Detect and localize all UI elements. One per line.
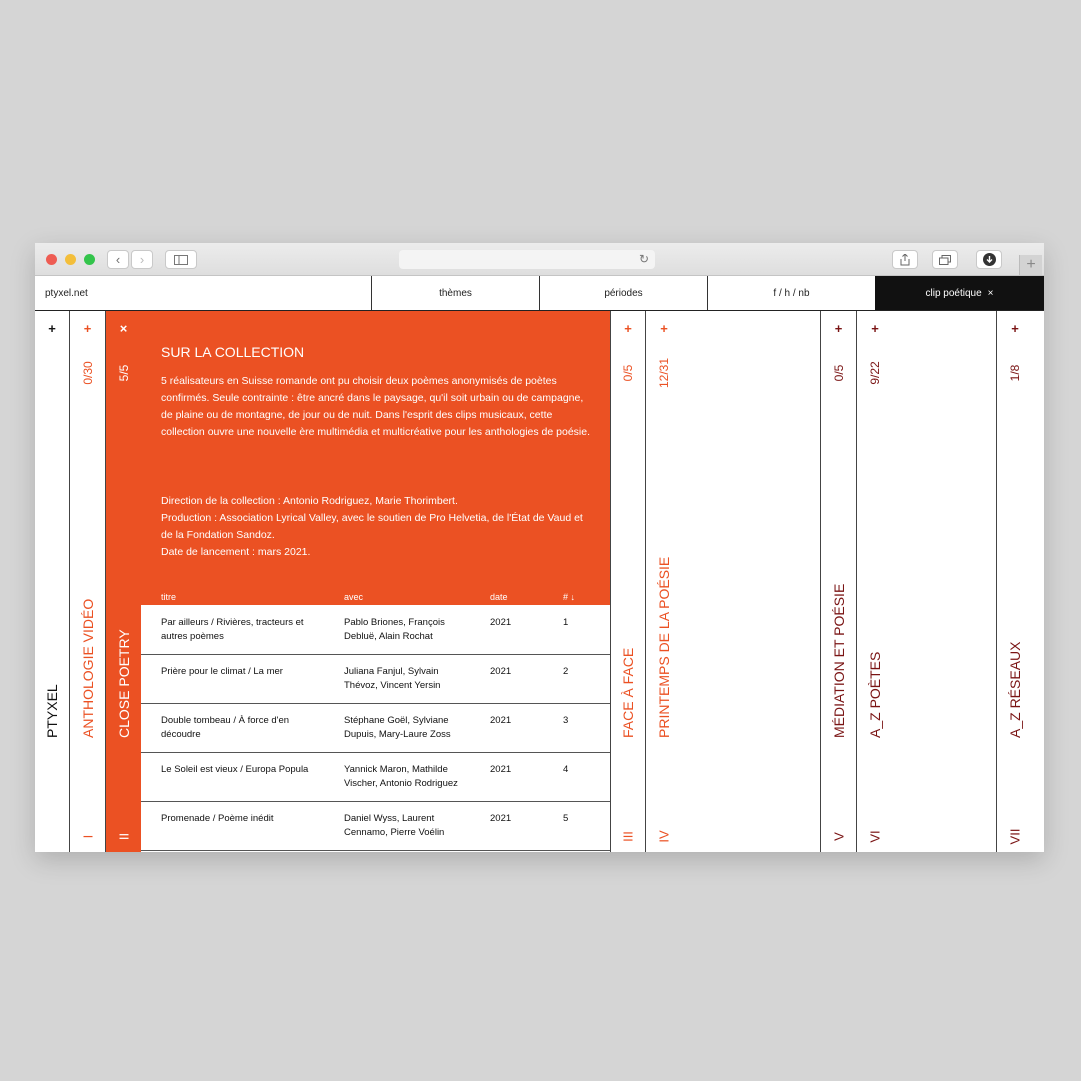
close-icon[interactable]: ×: [119, 321, 128, 336]
collection-credits: [161, 493, 591, 561]
share-icon: [900, 254, 910, 266]
collection-direction: Direction de la collection : Antonio Rodriguez, Marie Thorimbert.: [161, 495, 458, 507]
tab-periods-label: périodes: [604, 287, 643, 299]
row-avec: Juliana Fanjul, Sylvain Thévoz, Vincent Yersin: [344, 666, 441, 691]
column-a-z-poetes[interactable]: [857, 311, 997, 852]
column-count: 0/30: [80, 361, 95, 385]
table-row[interactable]: [141, 605, 610, 655]
table-row[interactable]: [141, 752, 610, 802]
site-link[interactable]: [35, 276, 371, 310]
column-a-z-reseaux[interactable]: [997, 311, 1044, 852]
new-tab-button[interactable]: +: [1019, 255, 1042, 275]
collection-production: Production : Association Lyrical Valley, avec le soutien de Pro Helvetia, de l'État de Vaud et de la Fondation Sandoz.: [161, 512, 583, 541]
column-label[interactable]: A_Z POÈTES: [867, 651, 883, 738]
tab-themes-label: thèmes: [439, 287, 472, 299]
column-roman-numeral: V: [831, 832, 846, 841]
row-titre: Prière pour le climat / La mer: [161, 666, 283, 677]
table-row[interactable]: [141, 703, 610, 753]
plus-icon[interactable]: +: [1011, 321, 1019, 336]
tabs-overview-button[interactable]: [932, 250, 958, 269]
tabs-icon: [939, 255, 951, 265]
column-label[interactable]: A_Z RÉSEAUX: [1007, 641, 1023, 738]
column-roman-numeral: II: [116, 832, 131, 841]
row-avec: Stéphane Goël, Sylviane Dupuis, Mary-Laure Zoss: [344, 715, 451, 740]
column-count: 12/31: [657, 357, 671, 389]
sidebar-button[interactable]: [165, 250, 197, 269]
site-label: ptyxel.net: [45, 287, 88, 299]
row-number: 1: [563, 617, 569, 628]
column-count: 1/8: [1008, 364, 1022, 382]
row-titre: Double tombeau / À force d'en découdre: [161, 715, 290, 740]
row-number: 3: [563, 715, 569, 726]
header-date[interactable]: date: [490, 592, 508, 602]
chevron-left-icon: ‹: [115, 252, 121, 267]
column-roman-numeral: I: [80, 834, 95, 839]
tab-fhnb-label: f / h / nb: [773, 287, 810, 299]
share-button[interactable]: [892, 250, 918, 269]
collection-launch-date: Date de lancement : mars 2021.: [161, 546, 311, 558]
column-label[interactable]: FACE À FACE: [620, 647, 636, 738]
column-ptyxel[interactable]: [35, 311, 70, 852]
collections-area: [35, 311, 1044, 852]
maximize-window-button[interactable]: [84, 254, 95, 265]
collection-title: SUR LA COLLECTION: [161, 344, 305, 360]
tab-clip-poetique-label: clip poétique: [925, 287, 982, 299]
row-number: 5: [563, 813, 569, 824]
column-roman-numeral: III: [620, 831, 636, 842]
column-printemps-de-la-poesie[interactable]: [646, 311, 821, 852]
header-avec[interactable]: avec: [344, 592, 364, 602]
column-label[interactable]: PTYXEL: [44, 684, 60, 738]
row-date: 2021: [490, 813, 512, 824]
plus-icon[interactable]: +: [624, 321, 632, 336]
plus-icon[interactable]: +: [660, 321, 668, 336]
sidebar-icon: [174, 255, 188, 265]
tab-clip-poetique[interactable]: [875, 276, 1044, 310]
browser-window: [35, 243, 1044, 852]
row-titre: Le Soleil est vieux / Europa Popula: [161, 764, 309, 775]
collection-panel-close-poetry: [106, 311, 610, 852]
column-roman-numeral: VI: [867, 830, 883, 843]
tab-themes[interactable]: [371, 276, 539, 310]
row-number: 4: [563, 764, 569, 775]
download-icon: [983, 253, 996, 266]
column-label: CLOSE POETRY: [115, 629, 132, 738]
table-row[interactable]: [141, 654, 610, 704]
plus-icon[interactable]: +: [871, 321, 879, 336]
row-avec: Yannick Maron, Mathilde Vischer, Antonio Rodriguez: [344, 764, 458, 789]
browser-toolbar: [35, 243, 1044, 276]
column-count: 0/5: [621, 364, 635, 382]
column-count: 5/5: [116, 364, 131, 382]
plus-icon[interactable]: +: [48, 321, 56, 336]
row-titre: Promenade / Poème inédit: [161, 813, 274, 824]
address-bar[interactable]: [399, 250, 655, 269]
plus-icon[interactable]: +: [83, 321, 92, 336]
forward-button[interactable]: [131, 250, 153, 269]
table-header: [141, 590, 610, 605]
top-navigation: [35, 276, 1044, 311]
row-titre: Par ailleurs / Rivières, tracteurs et autres poèmes: [161, 617, 304, 642]
column-label[interactable]: PRINTEMPS DE LA POÉSIE: [656, 556, 672, 738]
column-anthologie-video[interactable]: [70, 311, 106, 852]
column-mediation-et-poesie[interactable]: [821, 311, 857, 852]
row-date: 2021: [490, 666, 512, 677]
plus-icon[interactable]: +: [834, 321, 843, 336]
header-titre[interactable]: titre: [161, 592, 177, 602]
row-date: 2021: [490, 764, 512, 775]
row-number: 2: [563, 666, 569, 677]
back-button[interactable]: [107, 250, 129, 269]
close-icon[interactable]: ×: [987, 287, 994, 299]
column-count: 9/22: [868, 361, 882, 385]
collection-description: 5 réalisateurs en Suisse romande ont pu choisir deux poèmes anonymisés de poètes confirmés. Seule contrainte : être ancré dans le paysage, qu'il soit urbain ou de campagne, de plaine ou de montagne, de jour ou de nuit. Dans l'esprit des clips musicaux, cette collection ouvre une nouvelle ère multimédia et multicréative pour les anthologies de poésie.: [161, 375, 590, 438]
row-date: 2021: [490, 715, 512, 726]
column-face-a-face[interactable]: [610, 311, 646, 852]
column-label[interactable]: ANTHOLOGIE VIDÉO: [79, 598, 96, 738]
column-count: 0/5: [831, 364, 846, 382]
table-row[interactable]: [141, 801, 610, 851]
tab-fhnb[interactable]: [707, 276, 875, 310]
column-roman-numeral: IV: [656, 830, 672, 843]
minimize-window-button[interactable]: [65, 254, 76, 265]
clips-table: [141, 590, 610, 852]
row-avec: Pablo Briones, François Debluë, Alain Rochat: [344, 617, 445, 642]
header-number-sort[interactable]: # ↓: [563, 592, 576, 602]
close-window-button[interactable]: [46, 254, 57, 265]
downloads-button[interactable]: [976, 250, 1002, 269]
column-label[interactable]: MÉDIATION ET POÉSIE: [830, 583, 847, 738]
tab-periods[interactable]: [539, 276, 707, 310]
chevron-right-icon: ›: [139, 252, 145, 267]
column-close-poetry: [106, 311, 141, 852]
reload-icon[interactable]: ↻: [638, 252, 649, 266]
row-avec: Daniel Wyss, Laurent Cennamo, Pierre Voélin: [344, 813, 445, 838]
row-date: 2021: [490, 617, 512, 628]
column-roman-numeral: VII: [1007, 828, 1023, 845]
